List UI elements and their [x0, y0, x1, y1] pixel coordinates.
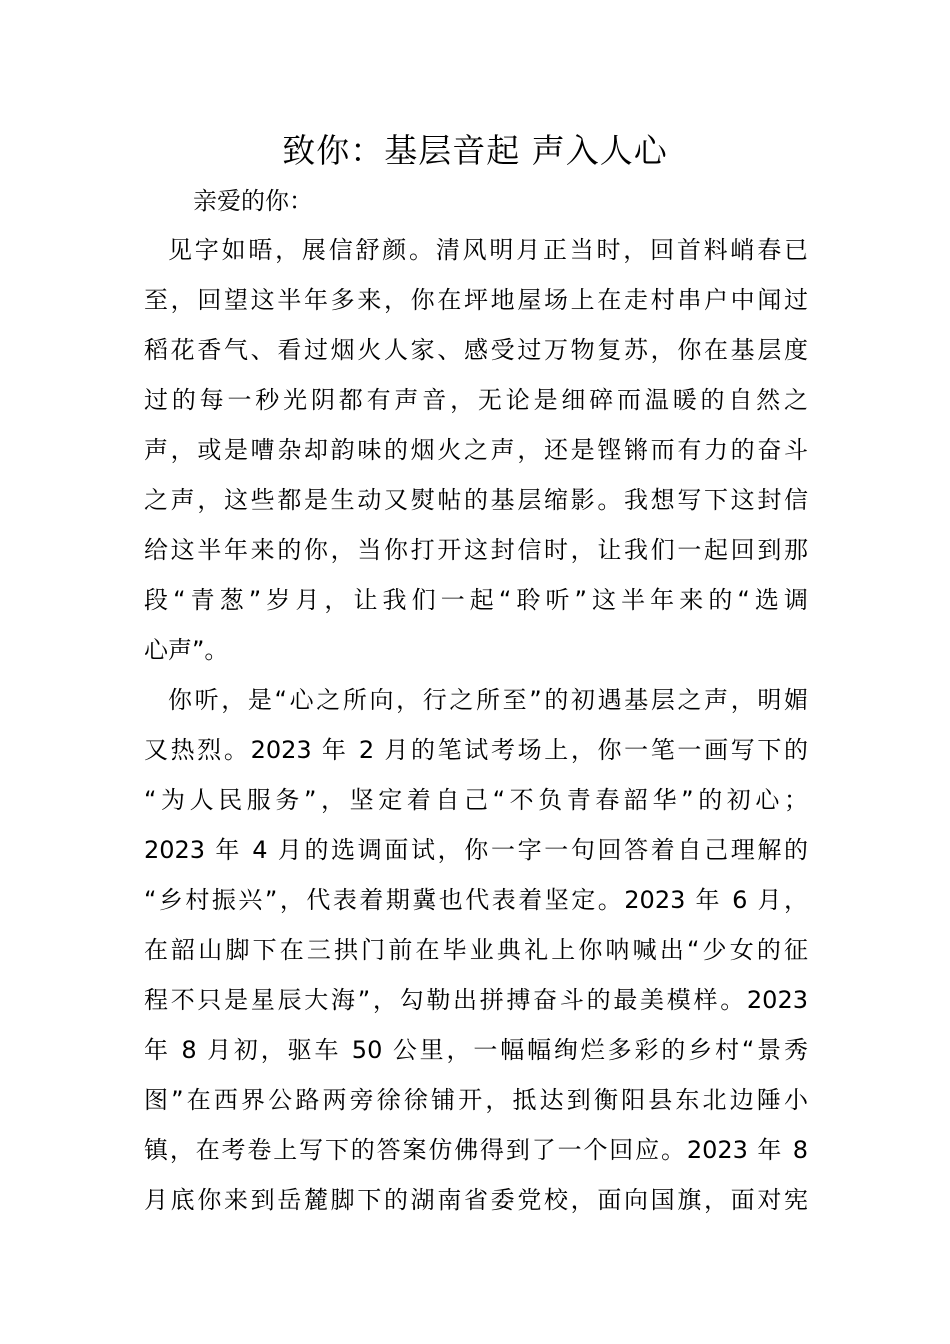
paragraph-line: 你听，是“心之所向，行之所至”的初遇基层之声，明媚: [168, 686, 808, 714]
paragraph-line: 至，回望这半年多来，你在坪地屋场上在走村串户中闻过: [144, 286, 808, 314]
paragraph-line: 给这半年来的你，当你打开这封信时，让我们一起回到那: [144, 536, 808, 564]
paragraph-line: 心声”。: [144, 636, 229, 664]
paragraph-line: 稻花香气、看过烟火人家、感受过万物复苏，你在基层度: [144, 336, 808, 364]
greeting: 亲爱的你：: [193, 187, 313, 215]
paragraph-line: 年 8 月初，驱车 50 公里，一幅幅绚烂多彩的乡村“景秀: [144, 1036, 808, 1064]
paragraph-line: 程不只是星辰大海”，勾勒出拼搏奋斗的最美模样。2023: [144, 986, 808, 1014]
paragraph-line: 2023 年 4 月的选调面试，你一字一句回答着自己理解的: [144, 836, 808, 864]
paragraph-line: “为人民服务”，坚定着自己“不负青春韶华”的初心；: [144, 786, 808, 814]
paragraph-line: 段“青葱”岁月，让我们一起“聆听”这半年来的“选调: [144, 586, 808, 614]
paragraph-line: 声，或是嘈杂却韵味的烟火之声，还是铿锵而有力的奋斗: [144, 436, 808, 464]
paragraph-line: 见字如晤，展信舒颜。清风明月正当时，回首料峭春已: [168, 236, 808, 264]
document-title: 致你：基层音起 声入人心: [282, 131, 668, 170]
paragraph-line: 图”在西界公路两旁徐徐铺开，抵达到衡阳县东北边陲小: [144, 1086, 808, 1114]
paragraph-line: 又热烈。2023 年 2 月的笔试考场上，你一笔一画写下的: [144, 736, 808, 764]
paragraph-line: 之声，这些都是生动又熨帖的基层缩影。我想写下这封信: [144, 486, 808, 514]
paragraph-line: 过的每一秒光阴都有声音，无论是细碎而温暖的自然之: [144, 386, 808, 414]
paragraph-line: “乡村振兴”，代表着期冀也代表着坚定。2023 年 6 月，: [144, 886, 808, 914]
paragraph-line: 在韶山脚下在三拱门前在毕业典礼上你呐喊出“少女的征: [144, 936, 808, 964]
paragraph-line: 镇，在考卷上写下的答案仿佛得到了一个回应。2023 年 8: [144, 1136, 808, 1164]
paragraph-line: 月底你来到岳麓脚下的湖南省委党校，面向国旗，面对宪: [144, 1186, 808, 1214]
